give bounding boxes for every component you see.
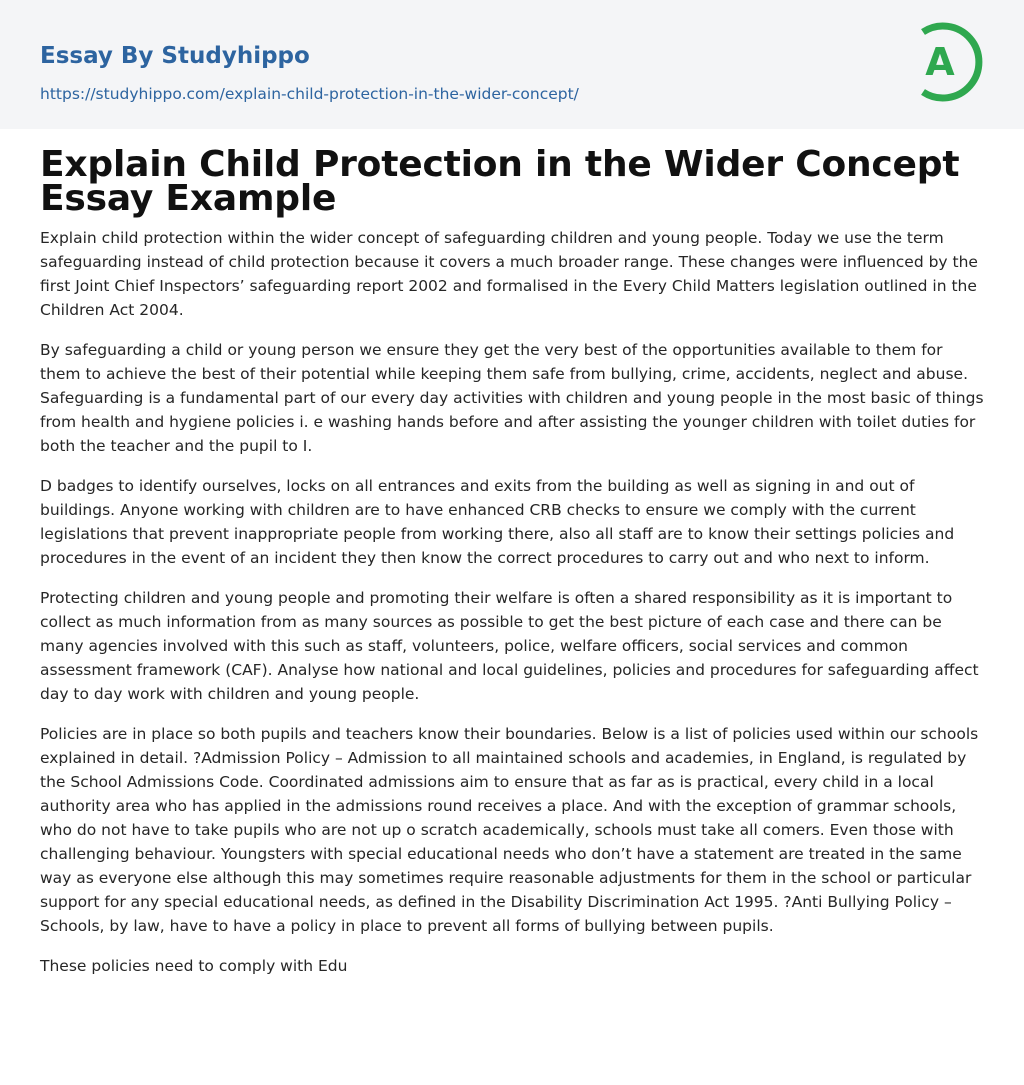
paragraph: Policies are in place so both pupils and teachers know their boundaries. Below is a list of policies used within our schools explained in detail. ?Admission Policy – Admission to all maintained schools and academies, in England, is regulated by the School Admissions Code. Coordinated admissions aim to ensure that as far as is practical, every child in a local authority area who has applied in the admissions round receives a place. And with the exception of grammar schools, who do not have to take pupils who are not up o scratch academically, schools must take all comers. Even those with challenging behaviour. Youngsters with special educational needs who don’t have a statement are treated in the same way as everyone else although this may sometimes require reasonable adjustments for them in the school or particular support for any special educational needs, as defined in the Disability Discrimination Act 1995. ?Anti Bullying Policy – Schools, by law, have to have a policy in place to prevent all forms of bullying between pupils. (40, 725, 979, 935)
site-title[interactable]: Essay By Studyhippo (40, 43, 310, 69)
paragraph: By safeguarding a child or young person we ensure they get the very best of the opportunities available to them for them to achieve the best of their potential while keeping them safe from bullying, crime, accidents, neglect and abuse. Safeguarding is a fundamental part of our every day activities with children and young people in the most basic of things from health and hygiene policies i. e washing hands before and after assisting the younger children with toilet duties for both the teacher and the pupil to I. (40, 341, 984, 455)
paragraph: Explain child protection within the wider concept of safeguarding children and young people. Today we use the term safeguarding instead of child protection because it covers a much broader range. These changes were influenced by the first Joint Chief Inspectors’ safeguarding report 2002 and formalised in the Every Child Matters legislation outlined in the Children Act 2004. (40, 229, 978, 319)
article-body (40, 216, 984, 978)
paragraph: These policies need to comply with Edu (40, 957, 348, 975)
paragraph: Protecting children and young people and promoting their welfare is often a shared responsibility as it is important to collect as much information from as many sources as possible to get the best picture of each case and there can be many agencies involved with this such as staff, volunteers, police, welfare officers, social services and common assessment framework (CAF). Analyse how national and local guidelines, policies and procedures for safeguarding affect day to day work with children and young people. (40, 589, 979, 703)
page-title: Explain Child Protection in the Wider Concept Essay Example (40, 144, 960, 219)
logo-letter: A (925, 40, 955, 84)
page-url-link[interactable]: https://studyhippo.com/explain-child-protection-in-the-wider-concept/ (40, 85, 579, 103)
paragraph: D badges to identify ourselves, locks on all entrances and exits from the building as well as signing in and out of buildings. Anyone working with children are to have enhanced CRB checks to ensure we comply with the current legislations that prevent inappropriate people from working there, also all staff are to know their settings policies and procedures in the event of an incident they then know the correct procedures to carry out and who next to inform. (40, 477, 955, 567)
